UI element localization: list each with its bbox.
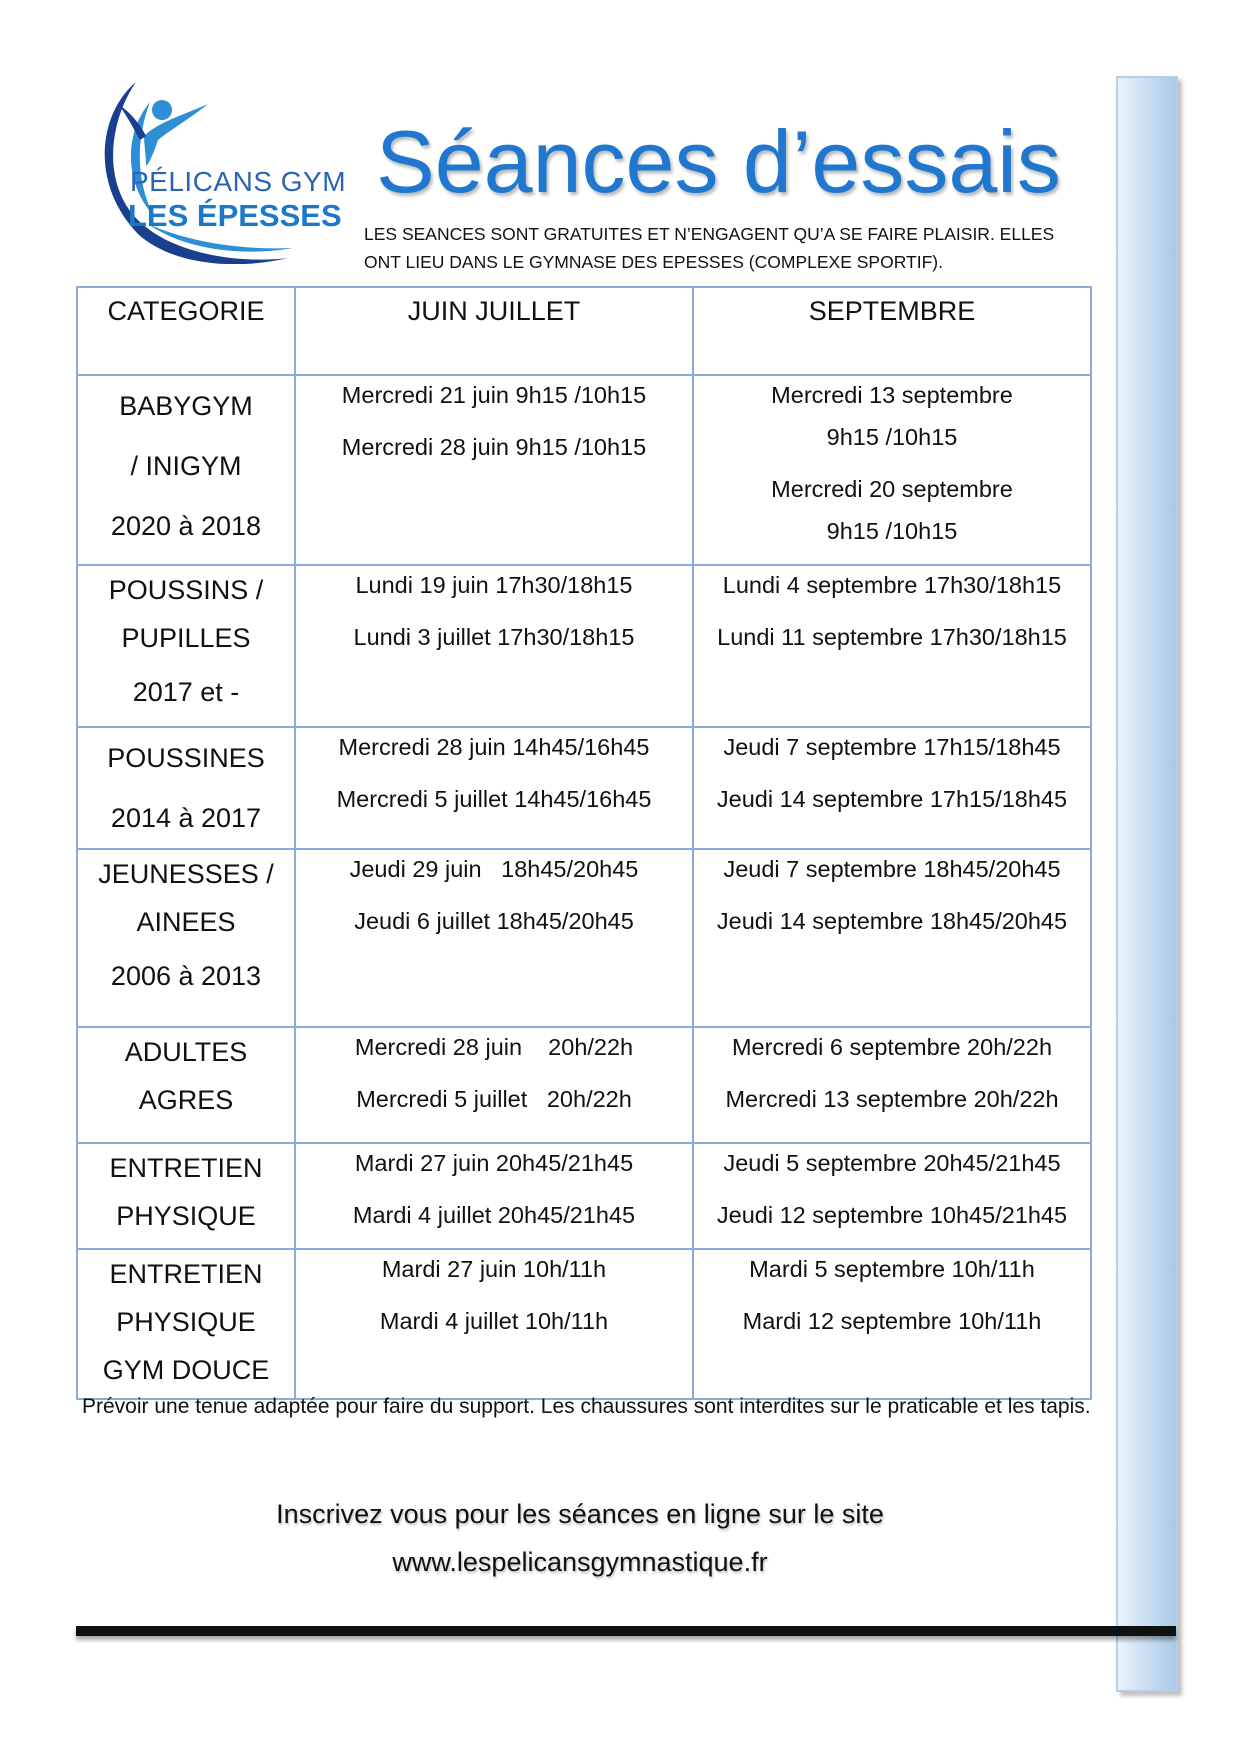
registration-callout — [80, 1490, 1080, 1586]
juin-juillet-cell — [295, 1027, 693, 1143]
juin-juillet-cell — [295, 565, 693, 727]
logo-text-line2: LES ÉPESSES — [128, 198, 342, 233]
category-line: PHYSIQUE — [116, 1307, 256, 1337]
bottom-divider — [76, 1626, 1176, 1636]
session-time: Jeudi 7 septembre 17h15/18h45 — [723, 734, 1061, 760]
table-header-row — [77, 287, 1091, 375]
club-logo — [88, 74, 358, 264]
category-line: 2014 à 2017 — [110, 803, 262, 833]
juin-juillet-cell — [295, 1143, 693, 1249]
category-line: JEUNESSES / — [98, 859, 274, 889]
session-time: Mercredi 13 septembre 20h/22h — [725, 1086, 1059, 1112]
category-line: POUSSINS / — [108, 575, 264, 605]
session-time: Jeudi 29 juin 18h45/20h45 — [349, 856, 639, 882]
session-time: Lundi 4 septembre 17h30/18h15 — [722, 572, 1062, 598]
table-row — [77, 565, 1091, 727]
header-septembre: SEPTEMBRE — [693, 287, 1091, 375]
session-time: Mardi 12 septembre 10h/11h — [742, 1308, 1042, 1334]
juin-juillet-cell — [295, 1249, 693, 1399]
session-time: Mardi 5 septembre 10h/11h — [749, 1256, 1035, 1282]
septembre-cell — [693, 1249, 1091, 1399]
septembre-cell — [693, 375, 1091, 565]
table-row — [77, 1143, 1091, 1249]
intro-text: LES SEANCES SONT GRATUITES ET N’ENGAGENT QU’A SE FAIRE PLAISIR. ELLES ONT LIEU DANS LE GYMNASE DES EPESSES (COMPLEXE SPORTIF). — [364, 224, 1055, 272]
table-row — [77, 1249, 1091, 1399]
session-time: Mercredi 6 septembre 20h/22h — [731, 1034, 1053, 1060]
session-time: Lundi 19 juin 17h30/18h15 — [355, 572, 633, 598]
category-line: ENTRETIEN — [109, 1153, 263, 1183]
session-time: Jeudi 6 juillet 18h45/20h45 — [354, 908, 634, 934]
category-line: POUSSINES — [107, 743, 265, 773]
category-line: PUPILLES — [121, 623, 251, 653]
table-row — [77, 1027, 1091, 1143]
session-time: Jeudi 5 septembre 20h45/21h45 — [723, 1150, 1061, 1176]
category-line: 2020 à 2018 — [110, 511, 262, 541]
session-time: Jeudi 12 septembre 10h45/21h45 — [716, 1202, 1068, 1228]
septembre-cell — [693, 1143, 1091, 1249]
category-cell — [77, 1027, 295, 1143]
session-time: Mercredi 20 septembre — [771, 476, 1013, 502]
header-categorie: CATEGORIE — [77, 287, 295, 375]
category-line: / INIGYM — [130, 451, 242, 481]
category-line: AGRES — [138, 1085, 234, 1115]
session-time: Mardi 4 juillet 20h45/21h45 — [352, 1202, 636, 1228]
category-line: BABYGYM — [119, 391, 253, 421]
category-cell — [77, 849, 295, 1027]
category-cell — [77, 565, 295, 727]
category-line: AINEES — [136, 907, 236, 937]
category-line: ADULTES — [124, 1037, 248, 1067]
septembre-cell — [693, 1027, 1091, 1143]
registration-text: Inscrivez vous pour les séances en ligne sur le site — [276, 1499, 884, 1529]
header-juin-juillet: JUIN JUILLET — [295, 287, 693, 375]
table-row — [77, 727, 1091, 849]
category-cell — [77, 375, 295, 565]
session-time: Jeudi 14 septembre 17h15/18h45 — [716, 786, 1068, 812]
session-time: Mercredi 5 juillet 20h/22h — [356, 1086, 632, 1112]
session-time: Mercredi 28 juin 9h15 /10h15 — [341, 434, 647, 460]
category-line: 2017 et - — [132, 677, 240, 707]
category-cell — [77, 727, 295, 849]
equipment-note: Prévoir une tenue adaptée pour faire du support. Les chaussures sont interdites sur le praticable et les tapis. — [82, 1395, 1091, 1418]
session-time: Mardi 27 juin 10h/11h — [381, 1256, 607, 1282]
juin-juillet-cell — [295, 727, 693, 849]
septembre-cell — [693, 849, 1091, 1027]
category-cell — [77, 1249, 295, 1399]
juin-juillet-cell — [295, 849, 693, 1027]
session-time: Lundi 11 septembre 17h30/18h15 — [717, 624, 1067, 650]
septembre-cell — [693, 565, 1091, 727]
category-line: PHYSIQUE — [116, 1201, 256, 1231]
juin-juillet-cell — [295, 375, 693, 565]
session-time: Jeudi 14 septembre 18h45/20h45 — [716, 908, 1068, 934]
session-time: Jeudi 7 septembre 18h45/20h45 — [723, 856, 1061, 882]
page-title: Séances d’essais — [376, 112, 1061, 211]
category-line: 2006 à 2013 — [110, 961, 262, 991]
session-time: Lundi 3 juillet 17h30/18h15 — [353, 624, 635, 650]
session-time: 9h15 /10h15 — [826, 518, 958, 544]
session-time: Mercredi 28 juin 20h/22h — [354, 1034, 634, 1060]
session-time: 9h15 /10h15 — [826, 424, 958, 450]
septembre-cell — [693, 727, 1091, 849]
schedule-table — [76, 286, 1092, 1400]
table-row — [77, 849, 1091, 1027]
decorative-side-bar — [1116, 76, 1178, 1692]
session-time: Mercredi 28 juin 14h45/16h45 — [338, 734, 650, 760]
website-link[interactable]: www.lespelicansgymnastique.fr — [392, 1547, 768, 1577]
session-time: Mercredi 13 septembre — [771, 382, 1013, 408]
category-line: GYM DOUCE — [102, 1355, 270, 1385]
logo-text-line1: PÉLICANS GYM — [130, 166, 347, 197]
session-time: Mardi 27 juin 20h45/21h45 — [354, 1150, 634, 1176]
category-line: ENTRETIEN — [109, 1259, 263, 1289]
table-row — [77, 375, 1091, 565]
session-time: Mercredi 5 juillet 14h45/16h45 — [336, 786, 652, 812]
session-time: Mardi 4 juillet 10h/11h — [379, 1308, 609, 1334]
session-time: Mercredi 21 juin 9h15 /10h15 — [341, 382, 647, 408]
category-cell — [77, 1143, 295, 1249]
